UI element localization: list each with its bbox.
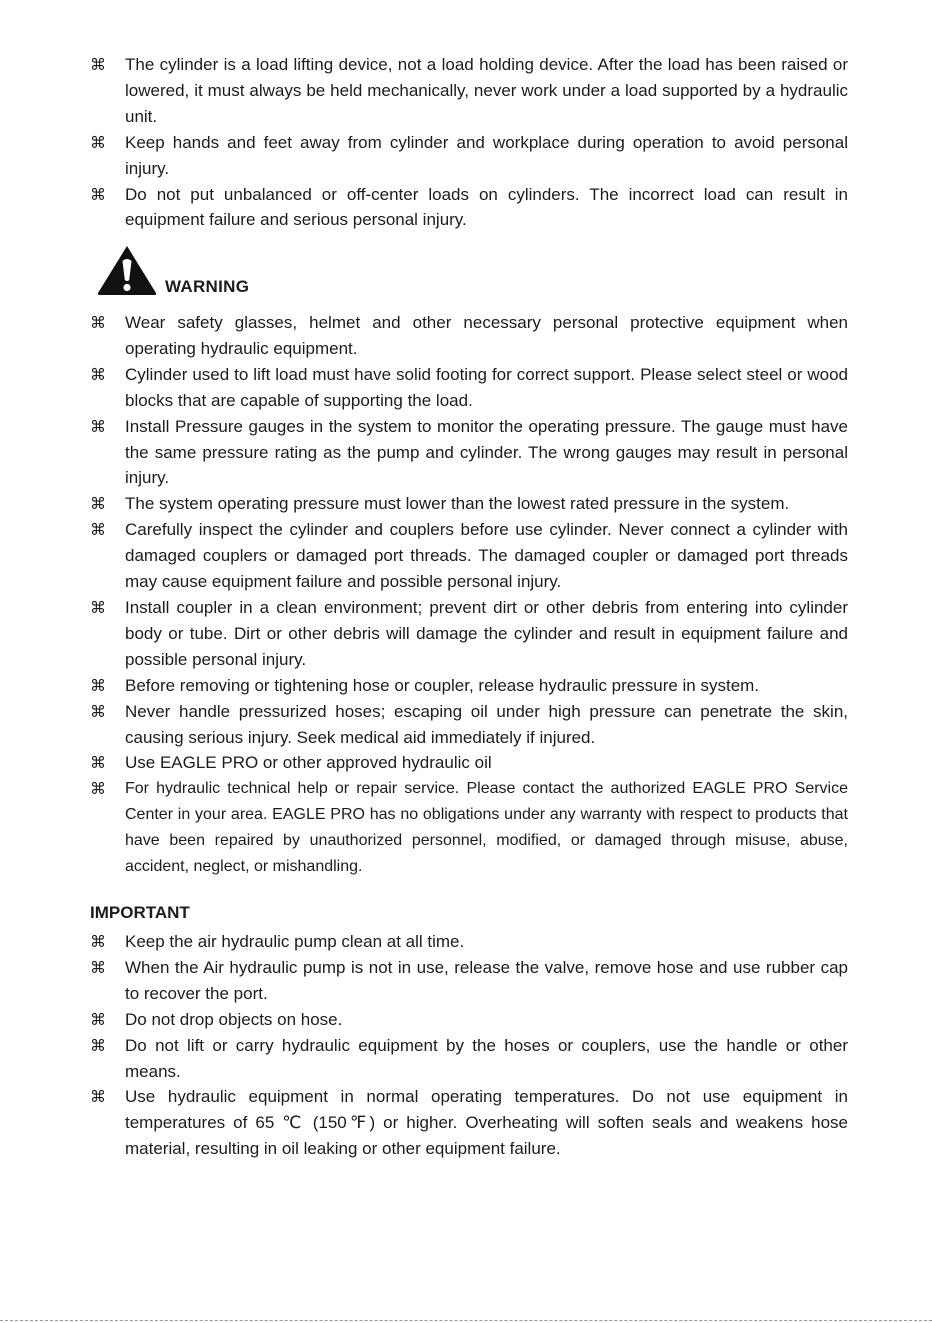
bullet-icon: ⌘ [90, 520, 106, 540]
list-item [90, 182, 848, 234]
bullet-icon: ⌘ [90, 494, 106, 514]
list-item-text: Before removing or tightening hose or coupler, release hydraulic pressure in system. [125, 675, 760, 695]
list-item [90, 776, 848, 880]
list-item [90, 491, 848, 517]
precautions-list [90, 52, 848, 233]
list-item-text: Cylinder used to lift load must have solid footing for correct support. Please select steel or wood blocks that are capable of supporting the load. [125, 364, 848, 410]
list-item [90, 1007, 848, 1033]
bullet-icon: ⌘ [90, 675, 106, 695]
list-item [90, 130, 848, 182]
bullet-icon: ⌘ [90, 1087, 106, 1107]
list-item [90, 673, 848, 699]
warning-label: WARNING [165, 277, 250, 296]
list-item-text: Wear safety glasses, helmet and other necessary personal protective equipment when operating hydraulic equipment. [125, 313, 848, 358]
list-item [90, 929, 848, 955]
bullet-icon: ⌘ [90, 184, 106, 204]
list-item-text: When the Air hydraulic pump is not in use, release the valve, remove hose and use rubber cap to recover the port. [125, 957, 848, 1003]
list-item-text: Keep hands and feet away from cylinder and workplace during operation to avoid personal injury. [125, 132, 848, 178]
bullet-icon: ⌘ [90, 597, 106, 617]
list-item-text: For hydraulic technical help or repair service. Please contact the authorized EAGLE PRO Service Center in your area. EAGLE PRO has no obligations under any warranty with respect to products that have been repaired by unauthorized personnel, modified, or damaged through misuse, abuse, accident, neglect, or mishandling. [125, 780, 848, 876]
list-item-text: Never handle pressurized hoses; escaping oil under high pressure can penetrate the skin, causing serious injury. Seek medical aid immediately if injured. [125, 701, 848, 747]
bullet-icon: ⌘ [90, 132, 106, 152]
list-item [90, 1084, 848, 1162]
list-item [90, 310, 848, 362]
bullet-icon: ⌘ [90, 932, 106, 951]
list-item-text: The cylinder is a load lifting device, not a load holding device. After the load has been raised or lowered, it must always be held mechanically, never work under a load supported by a hydraulic unit. [125, 55, 848, 126]
warning-triangle-icon [96, 244, 158, 296]
list-item-text: Use hydraulic equipment in normal operating temperatures. Do not use equipment in temperatures of 65 ℃ (150℉) or higher. Overheating will soften seals and weakens hose material, resulting in oil leaking or other equipment failure. [125, 1087, 848, 1159]
bullet-icon: ⌘ [90, 364, 106, 384]
bullet-icon: ⌘ [90, 1035, 106, 1055]
list-item-text: Do not put unbalanced or off-center loads on cylinders. The incorrect load can result in equipment failure and serious personal injury. [125, 184, 848, 230]
list-item-text: The system operating pressure must lower than the lowest rated pressure in the system. [125, 494, 790, 514]
list-item [90, 955, 848, 1007]
list-item-text: Install Pressure gauges in the system to monitor the operating pressure. The gauge must have the same pressure rating as the pump and cylinder. The wrong gauges may result in personal injury. [125, 416, 848, 488]
list-item [90, 1033, 848, 1085]
list-item [90, 52, 848, 130]
bullet-icon: ⌘ [90, 779, 106, 799]
bullet-icon: ⌘ [90, 55, 106, 74]
list-item [90, 750, 848, 776]
list-item-text: Do not drop objects on hose. [125, 1009, 343, 1029]
bullet-icon: ⌘ [90, 957, 106, 977]
list-item-text: Keep the air hydraulic pump clean at all time. [125, 932, 465, 951]
list-item [90, 699, 848, 751]
list-item-text: Carefully inspect the cylinder and couplers before use cylinder. Never connect a cylinder with damaged couplers or damaged port threads. The damaged coupler or damaged port threads may cause equipment failure and possible personal injury. [125, 520, 848, 592]
warning-list [90, 310, 848, 880]
list-item-text: Do not lift or carry hydraulic equipment by the hoses or couplers, use the handle or other means. [125, 1035, 848, 1081]
warning-heading [96, 244, 396, 296]
list-item [90, 414, 848, 492]
bullet-icon: ⌘ [90, 1009, 106, 1029]
important-heading: IMPORTANT [90, 903, 190, 922]
bullet-icon: ⌘ [90, 701, 106, 721]
important-list [90, 929, 848, 1162]
bullet-icon: ⌘ [90, 313, 106, 332]
list-item [90, 595, 848, 673]
list-item-text: Use EAGLE PRO or other approved hydraulic oil [125, 753, 492, 773]
list-item-text: Install coupler in a clean environment; prevent dirt or other debris from entering into cylinder body or tube. Dirt or other debris will damage the cylinder and result in equipment failure and possible personal injury. [125, 597, 848, 669]
page-bottom-rule [0, 1320, 932, 1321]
list-item [90, 517, 848, 595]
bullet-icon: ⌘ [90, 416, 106, 436]
bullet-icon: ⌘ [90, 753, 106, 773]
list-item [90, 362, 848, 414]
